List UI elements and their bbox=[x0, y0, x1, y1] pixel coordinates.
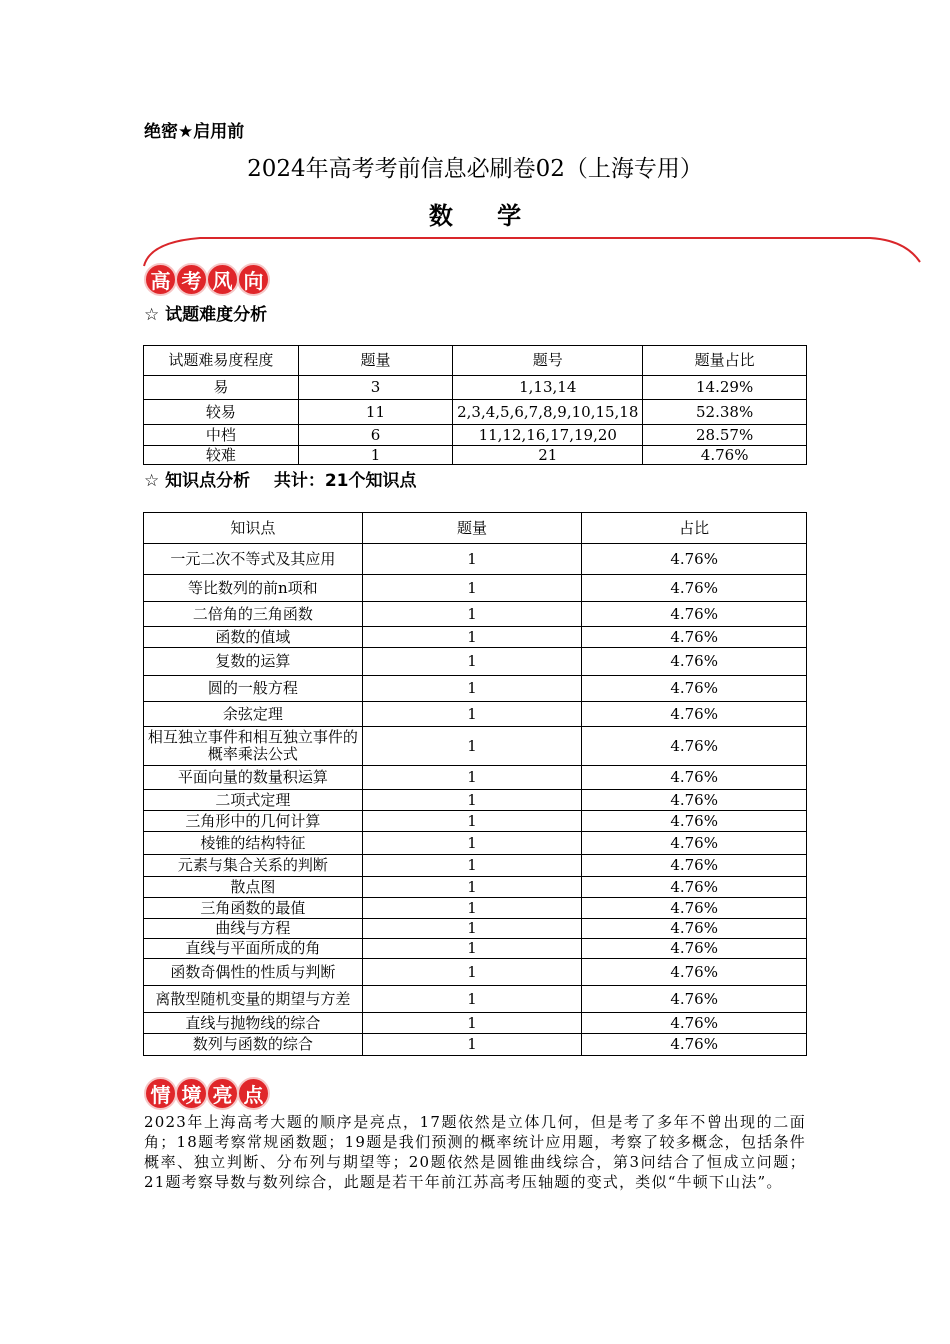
table-row bbox=[144, 727, 807, 766]
difficulty-header-cell: 题量 bbox=[298, 346, 453, 376]
knowledge-cell: 4.76% bbox=[582, 602, 807, 627]
knowledge-cell: 4.76% bbox=[582, 627, 807, 648]
knowledge-cell: 4.76% bbox=[582, 986, 807, 1013]
highlight-paragraph: 2023年上海高考大题的顺序是亮点，17题依然是立体几何，但是考了多年不曾出现的二面角；18题考察常规函数题；19题是我们预测的概率统计应用题，考察了较多概念，包括条件概率、独立判断、分布列与期望等；20题依然是圆锥曲线综合，第3问结合了恒成立问题；21题考察导数与数列综合，此题是若干年前江苏高考压轴题的变式，类似“牛顿下山法”。 bbox=[144, 1113, 806, 1191]
knowledge-cell: 1 bbox=[362, 602, 582, 627]
badge-char: 境 bbox=[175, 1077, 208, 1110]
knowledge-cell: 4.76% bbox=[582, 766, 807, 790]
difficulty-cell: 11 bbox=[298, 400, 453, 425]
knowledge-cell: 复数的运算 bbox=[144, 648, 363, 676]
knowledge-cell: 1 bbox=[362, 855, 582, 877]
knowledge-cell: 1 bbox=[362, 790, 582, 811]
table-row bbox=[144, 702, 807, 727]
difficulty-cell: 1,13,14 bbox=[453, 376, 643, 400]
knowledge-cell: 4.76% bbox=[582, 1013, 807, 1034]
subject-title: 数 学 bbox=[428, 201, 540, 230]
decorative-arc bbox=[0, 228, 950, 268]
table-row bbox=[144, 676, 807, 702]
difficulty-cell: 较难 bbox=[144, 446, 299, 465]
knowledge-cell: 1 bbox=[362, 627, 582, 648]
knowledge-header-cell: 题量 bbox=[362, 513, 582, 544]
knowledge-cell: 曲线与方程 bbox=[144, 919, 363, 939]
difficulty-cell: 28.57% bbox=[643, 425, 807, 446]
difficulty-cell: 4.76% bbox=[643, 446, 807, 465]
badge-char: 亮 bbox=[206, 1077, 239, 1110]
knowledge-cell: 4.76% bbox=[582, 832, 807, 855]
table-row bbox=[144, 602, 807, 627]
knowledge-cell: 4.76% bbox=[582, 898, 807, 919]
section-knowledge-heading: ☆ 知识点分析 共计：21个知识点 bbox=[144, 471, 417, 491]
knowledge-header-row bbox=[144, 513, 807, 544]
table-row bbox=[144, 832, 807, 855]
difficulty-cell: 6 bbox=[298, 425, 453, 446]
knowledge-cell: 4.76% bbox=[582, 811, 807, 832]
knowledge-cell: 1 bbox=[362, 832, 582, 855]
difficulty-cell: 21 bbox=[453, 446, 643, 465]
knowledge-cell: 平面向量的数量积运算 bbox=[144, 766, 363, 790]
page-title: 2024年高考考前信息必刷卷02（上海专用） bbox=[247, 156, 703, 182]
knowledge-cell: 1 bbox=[362, 811, 582, 832]
difficulty-cell: 中档 bbox=[144, 425, 299, 446]
knowledge-cell: 1 bbox=[362, 939, 582, 959]
knowledge-header-cell: 占比 bbox=[582, 513, 807, 544]
badge-char: 向 bbox=[237, 263, 270, 296]
difficulty-cell: 2,3,4,5,6,7,8,9,10,15,18 bbox=[453, 400, 643, 425]
knowledge-cell: 4.76% bbox=[582, 919, 807, 939]
badge-char: 风 bbox=[206, 263, 239, 296]
difficulty-table bbox=[143, 345, 807, 465]
badge-char: 高 bbox=[144, 263, 177, 296]
table-row bbox=[144, 877, 807, 898]
knowledge-cell: 二倍角的三角函数 bbox=[144, 602, 363, 627]
knowledge-cell: 函数的值域 bbox=[144, 627, 363, 648]
knowledge-cell: 函数奇偶性的性质与判断 bbox=[144, 959, 363, 986]
knowledge-cell: 离散型随机变量的期望与方差 bbox=[144, 986, 363, 1013]
knowledge-cell: 4.76% bbox=[582, 855, 807, 877]
knowledge-cell: 二项式定理 bbox=[144, 790, 363, 811]
knowledge-cell: 4.76% bbox=[582, 702, 807, 727]
knowledge-cell: 三角形中的几何计算 bbox=[144, 811, 363, 832]
table-row bbox=[144, 790, 807, 811]
knowledge-cell: 4.76% bbox=[582, 877, 807, 898]
badge-char: 考 bbox=[175, 263, 208, 296]
knowledge-cell: 三角函数的最值 bbox=[144, 898, 363, 919]
table-row bbox=[144, 766, 807, 790]
knowledge-cell: 等比数列的前n项和 bbox=[144, 575, 363, 602]
table-row bbox=[144, 446, 807, 465]
table-row bbox=[144, 400, 807, 425]
knowledge-cell: 元素与集合关系的判断 bbox=[144, 855, 363, 877]
knowledge-cell: 1 bbox=[362, 1013, 582, 1034]
knowledge-cell: 1 bbox=[362, 919, 582, 939]
badge-gaokao-fengxiang bbox=[144, 263, 268, 296]
difficulty-cell: 11,12,16,17,19,20 bbox=[453, 425, 643, 446]
knowledge-cell: 1 bbox=[362, 986, 582, 1013]
knowledge-cell: 1 bbox=[362, 959, 582, 986]
difficulty-header-cell: 题号 bbox=[453, 346, 643, 376]
knowledge-cell: 相互独立事件和相互独立事件的概率乘法公式 bbox=[144, 727, 363, 766]
difficulty-cell: 较易 bbox=[144, 400, 299, 425]
table-row bbox=[144, 986, 807, 1013]
table-row bbox=[144, 919, 807, 939]
knowledge-cell: 数列与函数的综合 bbox=[144, 1034, 363, 1056]
knowledge-cell: 1 bbox=[362, 575, 582, 602]
knowledge-cell: 4.76% bbox=[582, 648, 807, 676]
knowledge-header-cell: 知识点 bbox=[144, 513, 363, 544]
knowledge-cell: 1 bbox=[362, 702, 582, 727]
knowledge-cell: 直线与抛物线的综合 bbox=[144, 1013, 363, 1034]
knowledge-cell: 4.76% bbox=[582, 727, 807, 766]
section-difficulty-heading: ☆ 试题难度分析 bbox=[144, 305, 268, 325]
knowledge-cell: 直线与平面所成的角 bbox=[144, 939, 363, 959]
knowledge-cell: 1 bbox=[362, 544, 582, 575]
knowledge-cell: 1 bbox=[362, 676, 582, 702]
knowledge-cell: 1 bbox=[362, 648, 582, 676]
difficulty-cell: 3 bbox=[298, 376, 453, 400]
knowledge-cell: 4.76% bbox=[582, 959, 807, 986]
knowledge-cell: 1 bbox=[362, 766, 582, 790]
badge-char: 情 bbox=[144, 1077, 177, 1110]
knowledge-cell: 1 bbox=[362, 727, 582, 766]
knowledge-cell: 4.76% bbox=[582, 575, 807, 602]
knowledge-cell: 4.76% bbox=[582, 676, 807, 702]
table-row bbox=[144, 811, 807, 832]
table-row bbox=[144, 648, 807, 676]
knowledge-cell: 4.76% bbox=[582, 790, 807, 811]
knowledge-cell: 一元二次不等式及其应用 bbox=[144, 544, 363, 575]
table-row bbox=[144, 544, 807, 575]
difficulty-cell: 14.29% bbox=[643, 376, 807, 400]
table-row bbox=[144, 939, 807, 959]
table-row bbox=[144, 855, 807, 877]
difficulty-cell: 1 bbox=[298, 446, 453, 465]
difficulty-header-cell: 试题难易度程度 bbox=[144, 346, 299, 376]
badge-qingjing-liangdian bbox=[144, 1077, 268, 1110]
table-row bbox=[144, 898, 807, 919]
knowledge-cell: 4.76% bbox=[582, 544, 807, 575]
knowledge-table bbox=[143, 512, 807, 1056]
table-row bbox=[144, 575, 807, 602]
knowledge-cell: 棱锥的结构特征 bbox=[144, 832, 363, 855]
knowledge-cell: 4.76% bbox=[582, 939, 807, 959]
difficulty-header-cell: 题量占比 bbox=[643, 346, 807, 376]
difficulty-cell: 52.38% bbox=[643, 400, 807, 425]
knowledge-cell: 散点图 bbox=[144, 877, 363, 898]
table-row bbox=[144, 959, 807, 986]
table-row bbox=[144, 425, 807, 446]
difficulty-cell: 易 bbox=[144, 376, 299, 400]
difficulty-header-row bbox=[144, 346, 807, 376]
knowledge-cell: 1 bbox=[362, 877, 582, 898]
knowledge-cell: 圆的一般方程 bbox=[144, 676, 363, 702]
table-row bbox=[144, 1013, 807, 1034]
confidential-label: 绝密★启用前 bbox=[144, 122, 245, 142]
badge-char: 点 bbox=[237, 1077, 270, 1110]
table-row bbox=[144, 1034, 807, 1056]
knowledge-cell: 4.76% bbox=[582, 1034, 807, 1056]
table-row bbox=[144, 376, 807, 400]
table-row bbox=[144, 627, 807, 648]
knowledge-cell: 余弦定理 bbox=[144, 702, 363, 727]
knowledge-cell: 1 bbox=[362, 898, 582, 919]
knowledge-cell: 1 bbox=[362, 1034, 582, 1056]
